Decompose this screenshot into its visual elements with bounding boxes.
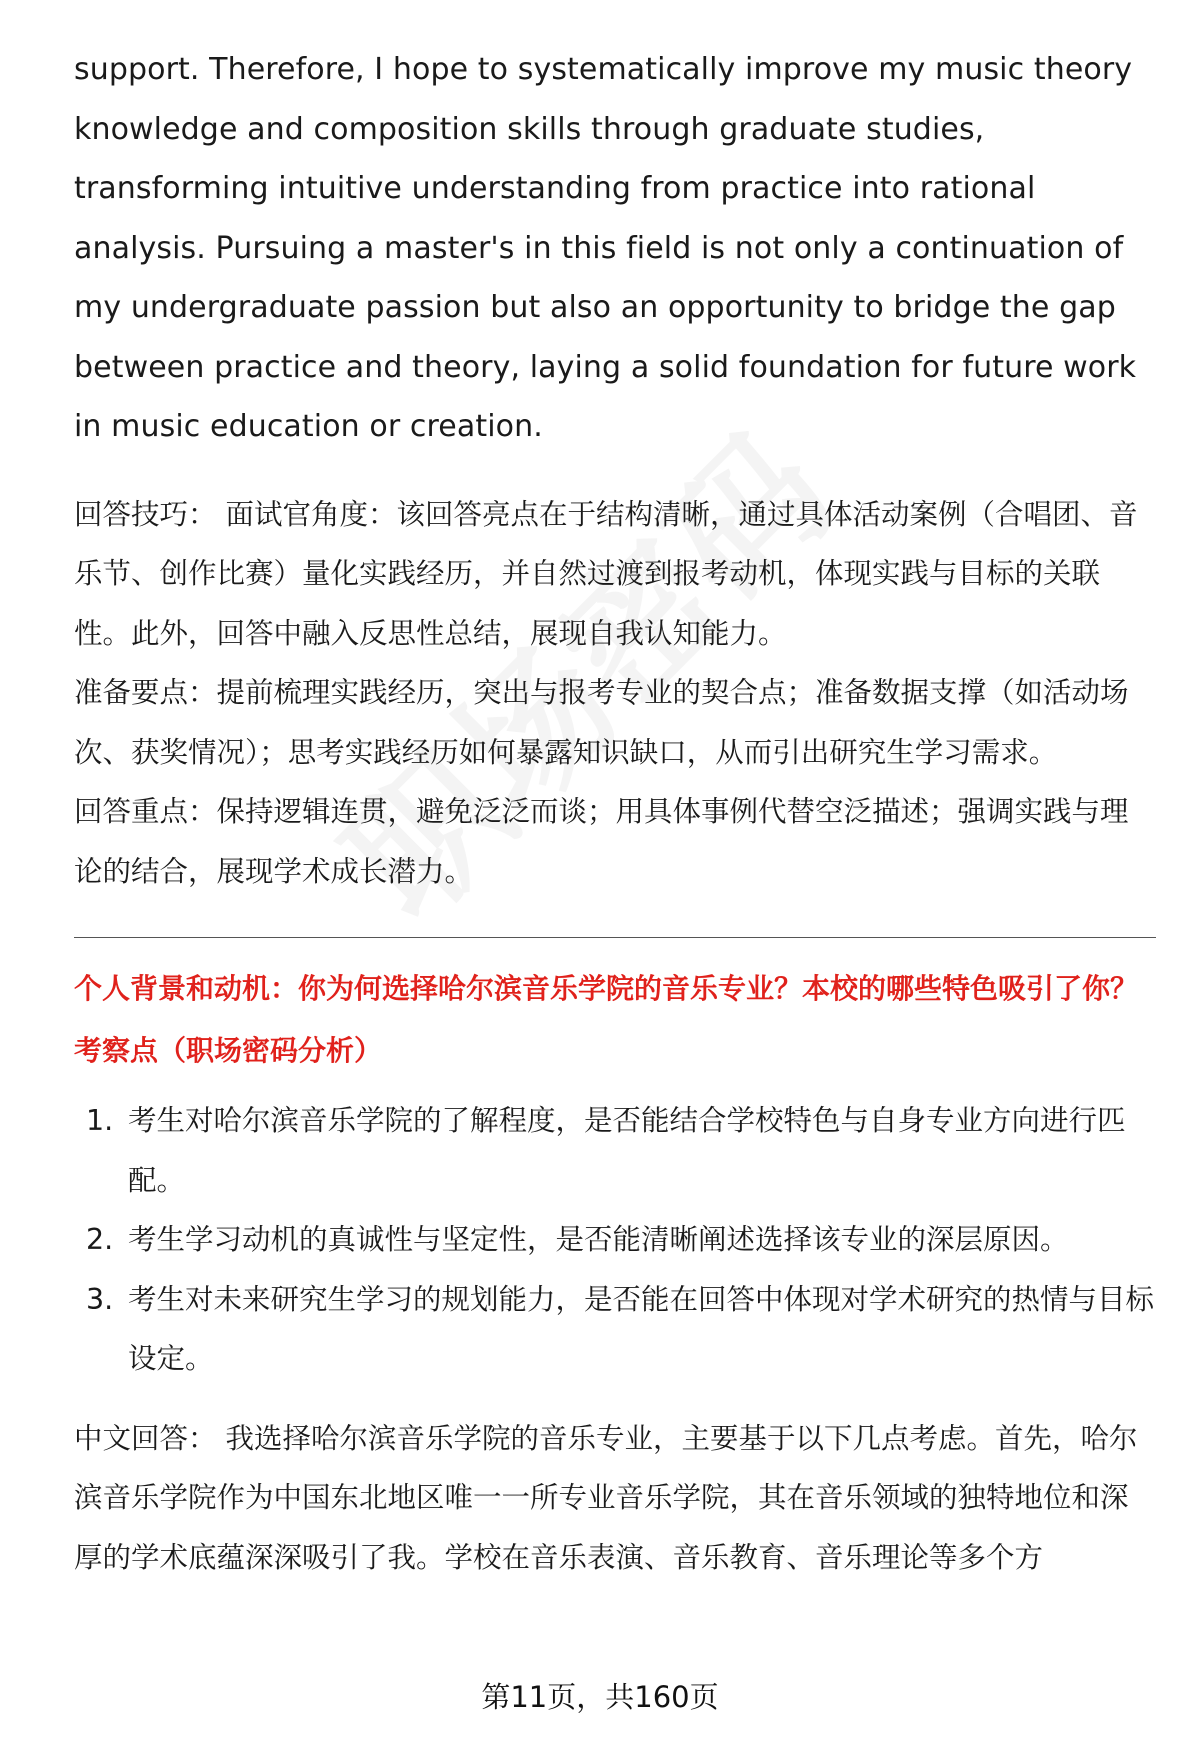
answer-tips: 回答技巧： 面试官角度：该回答亮点在于结构清晰，通过具体活动案例（合唱团、音乐节、创作比赛）量化实践经历，并自然过渡到报考动机，体现实践与目标的关联性。此外，回答中融入反思性总结，展现自我认知能力。	[74, 497, 1138, 650]
list-number: 1.	[86, 1104, 114, 1137]
analysis-title: 考察点（职场密码分析）	[74, 1034, 383, 1067]
list-number: 2.	[86, 1223, 114, 1256]
document-page	[74, 40, 1156, 1587]
analysis-points-list	[74, 1091, 1156, 1389]
preparation-points: 准备要点：提前梳理实践经历，突出与报考专业的契合点；准备数据支撑（如活动场次、获奖情况）；思考实践经历如何暴露知识缺口，从而引出研究生学习需求。	[74, 676, 1129, 769]
english-answer-paragraph: support. Therefore, I hope to systematically improve my music theory knowledge and composition skills through graduate studies, transforming intuitive understanding from practice into rational analysis. Pursuing a master's in this field is not only a continuation of my undergraduate passion but also an opportunity to bridge the gap between practice and theory, laying a solid foundation for future work in music education or creation.	[74, 52, 1137, 444]
chinese-answer: 中文回答： 我选择哈尔滨音乐学院的音乐专业，主要基于以下几点考虑。首先，哈尔滨音乐学院作为中国东北地区唯一一所专业音乐学院，其在音乐领域的独特地位和深厚的学术底蕴深深吸引了我。学校在音乐表演、音乐教育、音乐理论等多个方	[74, 1421, 1138, 1574]
question-title: 个人背景和动机：你为何选择哈尔滨音乐学院的音乐专业？本校的哪些特色吸引了你？	[74, 972, 1139, 1005]
answer-key-points: 回答重点：保持逻辑连贯，避免泛泛而谈；用具体事例代替空泛描述；强调实践与理论的结合，展现学术成长潜力。	[74, 795, 1129, 888]
list-item	[74, 1210, 1156, 1270]
list-item	[74, 1091, 1156, 1210]
list-text: 考生学习动机的真诚性与坚定性，是否能清晰阐述选择该专业的深层原因。	[128, 1223, 1069, 1256]
list-number: 3.	[86, 1282, 114, 1316]
section-divider	[74, 937, 1156, 938]
list-item	[74, 1270, 1156, 1389]
list-text: 考生对哈尔滨音乐学院的了解程度，是否能结合学校特色与自身专业方向进行匹配。	[128, 1104, 1126, 1197]
page-number-footer: 第11页，共160页	[481, 1680, 719, 1714]
list-text: 考生对未来研究生学习的规划能力，是否能在回答中体现对学术研究的热情与目标设定。	[128, 1282, 1155, 1375]
